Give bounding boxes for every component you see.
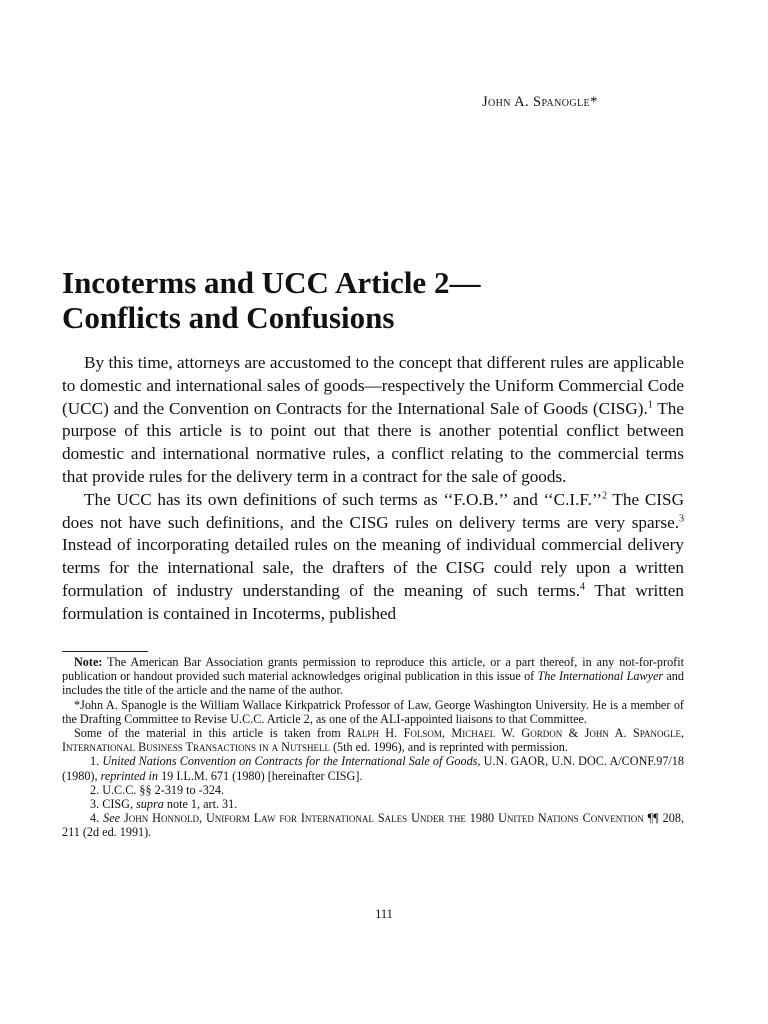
footnote-1-number: 1. — [90, 754, 100, 769]
footnote-3-text-a: 3. CISG, — [90, 797, 137, 812]
paragraph-2 — [62, 489, 684, 626]
footnote-3-supra: supra — [136, 797, 164, 812]
source-text-b: (5th ed. 1996), and is reprinted with permission. — [329, 740, 568, 755]
footnote-1-title: United Nations Convention on Contracts for the International Sale of Goods — [102, 754, 478, 769]
footnote-ref-1: 1 — [647, 398, 653, 410]
footnote-divider — [62, 651, 148, 652]
author-bio-note: *John A. Spanogle is the William Wallace Kirkpatrick Professor of Law, George Washington University. He is a member of the Drafting Committee to Revise U.C.C. Article 2, as one of the ALI-appointed liaisons to that Committee. — [62, 697, 684, 726]
footnote-3 — [62, 797, 684, 811]
source-note — [62, 726, 684, 754]
note-label: Note: — [74, 655, 103, 669]
paragraph-1-text-b: The purpose of this article is to point out that there is another potential conflict between domestic and international normative rules, a conflict relating to the commercial terms that provide rules for the delivery term in a contract for the sale of goods. — [62, 398, 684, 486]
paragraph-2-text-b: The CISG does not have such definitions, and the CISG rules on delivery terms are very sparse. — [62, 489, 684, 532]
footnote-4-number: 4. — [90, 811, 100, 826]
title-line-1: Incoterms and UCC Article 2— — [62, 265, 481, 300]
paragraph-1 — [62, 352, 684, 489]
page-number: 111 — [375, 907, 393, 921]
title-line-2: Conflicts and Confusions — [62, 300, 395, 335]
source-text-a: Some of the material in this article is taken from — [74, 726, 348, 741]
permission-note — [62, 655, 684, 698]
footnote-ref-3: 3 — [679, 512, 684, 524]
paragraph-1-text-a: By this time, attorneys are accustomed to the concept that different rules are applicable to domestic and international sales of goods—respectively the Uniform Commercial Code (UCC) and the Convention on Contracts for the International Sale of Goods (CISG). — [62, 353, 684, 418]
footnote-1-reprinted: reprinted in — [100, 768, 159, 783]
footnote-ref-4: 4 — [580, 581, 586, 593]
footnote-1 — [62, 754, 684, 782]
footnote-3-text-b: note 1, art. 31. — [163, 797, 238, 812]
footnote-2: 2. U.C.C. §§ 2-319 to -324. — [90, 782, 225, 797]
footnote-4-text-b: ¶¶ 208, 211 (2d ed. 1991). — [62, 811, 684, 840]
footnote-ref-2: 2 — [602, 490, 608, 502]
note-text-a: The American Bar Association grants permission to reproduce this article, or a part thereof, in any not-for-profit publication or handout provided such material acknowledges original publication in this issue of — [62, 655, 684, 684]
paragraph-2-text-d: That written formulation is contained in Incoterms, published — [62, 580, 685, 623]
footnote-4-source: John Honnold, Uniform Law for International Sales Under the 1980 United Nations Convention — [123, 811, 644, 826]
footnotes — [62, 655, 684, 840]
note-journal: The International Lawyer — [537, 669, 664, 684]
note-text-b: and includes the title of the article and the name of the author. — [62, 669, 684, 698]
footnote-1-text-a: , U.N. GAOR, U.N. DOC. A/CONF.97/18 (1980), — [62, 754, 684, 783]
footnote-1-text-b: 19 I.L.M. 671 (1980) [hereinafter CISG]. — [158, 768, 363, 783]
paragraph-2-text-c: Instead of incorporating detailed rules on the meaning of individual commercial delivery terms for the international sale, the drafters of the CISG could rely upon a written formulation of industry understanding of the meaning of such terms. — [62, 535, 684, 600]
article-body — [62, 352, 684, 626]
author-name: John A. Spanogle* — [482, 94, 598, 110]
paragraph-2-text-a: The UCC has its own definitions of such terms as ‘‘F.O.B.’’ and ‘‘C.I.F.’’ — [84, 489, 603, 509]
article-title — [62, 265, 722, 335]
source-citation: Ralph H. Folsom, Michael W. Gordon & John A. Spanogle, International Business Transactions in a Nutshell — [62, 726, 684, 755]
footnote-4 — [62, 811, 684, 839]
footnote-4-see: See — [103, 811, 121, 826]
